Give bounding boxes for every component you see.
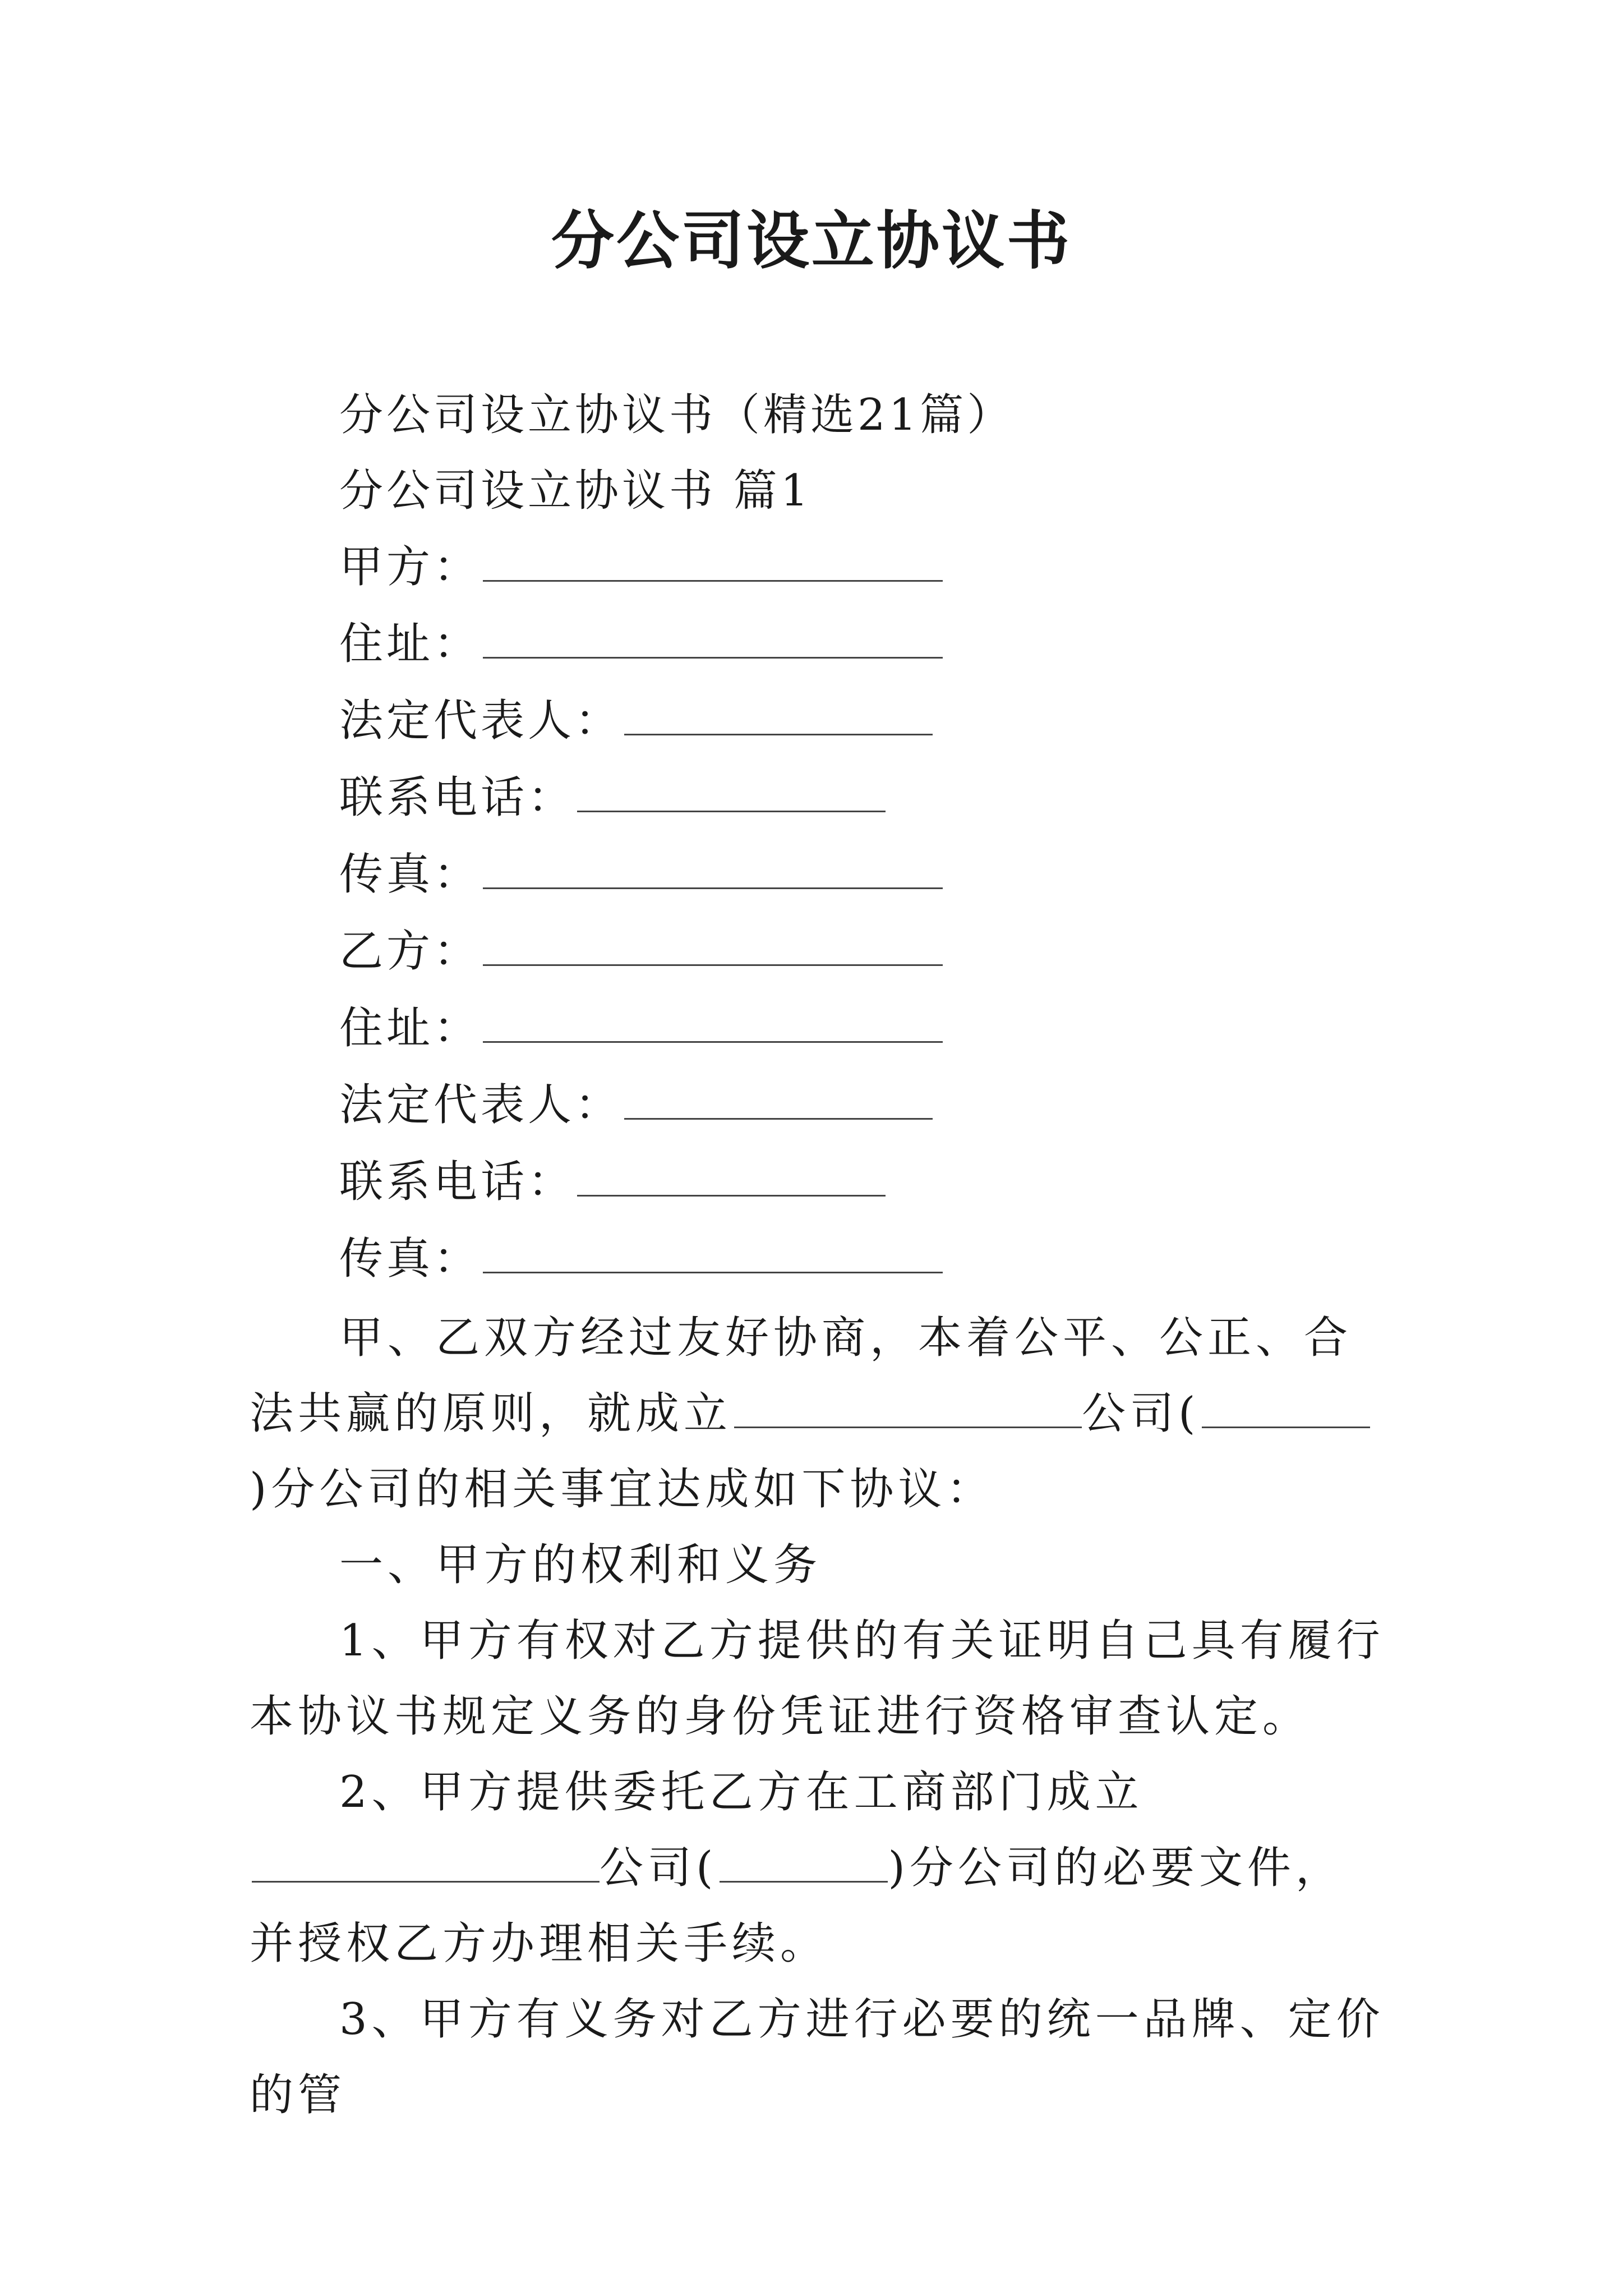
- document-title: 分公司设立协议书: [551, 204, 1072, 278]
- field-label: 法定代表人：: [339, 696, 623, 746]
- field-address-b: [339, 1000, 943, 1056]
- intro-text: 公司(: [1082, 1388, 1200, 1439]
- fill-in-blank: [720, 1842, 888, 1883]
- field-fax-a: [339, 846, 943, 903]
- clause-text: 公司(: [600, 1843, 718, 1893]
- fill-in-blank: [252, 1842, 600, 1883]
- fill-in-blank: [624, 692, 933, 735]
- clause-heading: 一、甲方的权利和义务: [339, 1540, 822, 1590]
- field-label: 联系电话：: [339, 772, 575, 823]
- field-party-b: [339, 923, 943, 979]
- fill-in-blank: [734, 1387, 1082, 1428]
- field-address-a: [339, 615, 943, 672]
- fill-in-blank: [483, 1230, 943, 1273]
- field-label: 联系电话：: [339, 1157, 575, 1207]
- field-legal-rep-b: [339, 1076, 933, 1133]
- field-label: 传真：: [339, 1234, 481, 1284]
- field-fax-b: [339, 1230, 943, 1287]
- field-label: 住址：: [339, 1003, 481, 1053]
- field-phone-a: [339, 769, 886, 826]
- fill-in-blank: [483, 539, 943, 582]
- fill-in-blank: [483, 846, 943, 889]
- field-label: 乙方：: [339, 926, 481, 977]
- clause-3: 3、甲方有义务对乙方进行必要的统一品牌、定价的管: [250, 1994, 1385, 2120]
- section-heading: 分公司设立协议书 篇1: [339, 466, 812, 516]
- intro-text: 甲、乙双方经过友好协商，本着公平、公正、合法共赢的原则，就成立: [250, 1313, 1353, 1439]
- fill-in-blank: [577, 769, 886, 812]
- document-subtitle: 分公司设立协议书（精选21篇）: [339, 390, 1015, 440]
- field-label: 传真：: [339, 849, 481, 900]
- field-label: 甲方：: [339, 542, 481, 592]
- clause-1: 1、甲方有权对乙方提供的有关证明自己具有履行本协议书规定义务的身份凭证进行资格审查认定。: [250, 1616, 1385, 1742]
- fill-in-blank: [483, 615, 943, 659]
- field-legal-rep-a: [339, 692, 933, 749]
- fill-in-blank: [483, 923, 943, 966]
- field-label: 法定代表人：: [339, 1080, 623, 1130]
- clause-2: [250, 1755, 1388, 1982]
- clause-text: 2、甲方提供委托乙方在工商部门成立: [339, 1767, 1144, 1818]
- field-phone-b: [339, 1153, 886, 1210]
- clause-text: )分公司的必要文件，并授权乙方办理相关手续。: [250, 1843, 1344, 1969]
- fill-in-blank: [624, 1076, 933, 1120]
- fill-in-blank: [483, 1000, 943, 1043]
- field-party-a: [339, 539, 943, 595]
- fill-in-blank: [577, 1153, 886, 1197]
- intro-paragraph: [250, 1300, 1388, 1527]
- field-label: 住址：: [339, 619, 481, 669]
- intro-text: )分公司的相关事宜达成如下协议：: [250, 1464, 995, 1515]
- fill-in-blank: [1202, 1387, 1370, 1428]
